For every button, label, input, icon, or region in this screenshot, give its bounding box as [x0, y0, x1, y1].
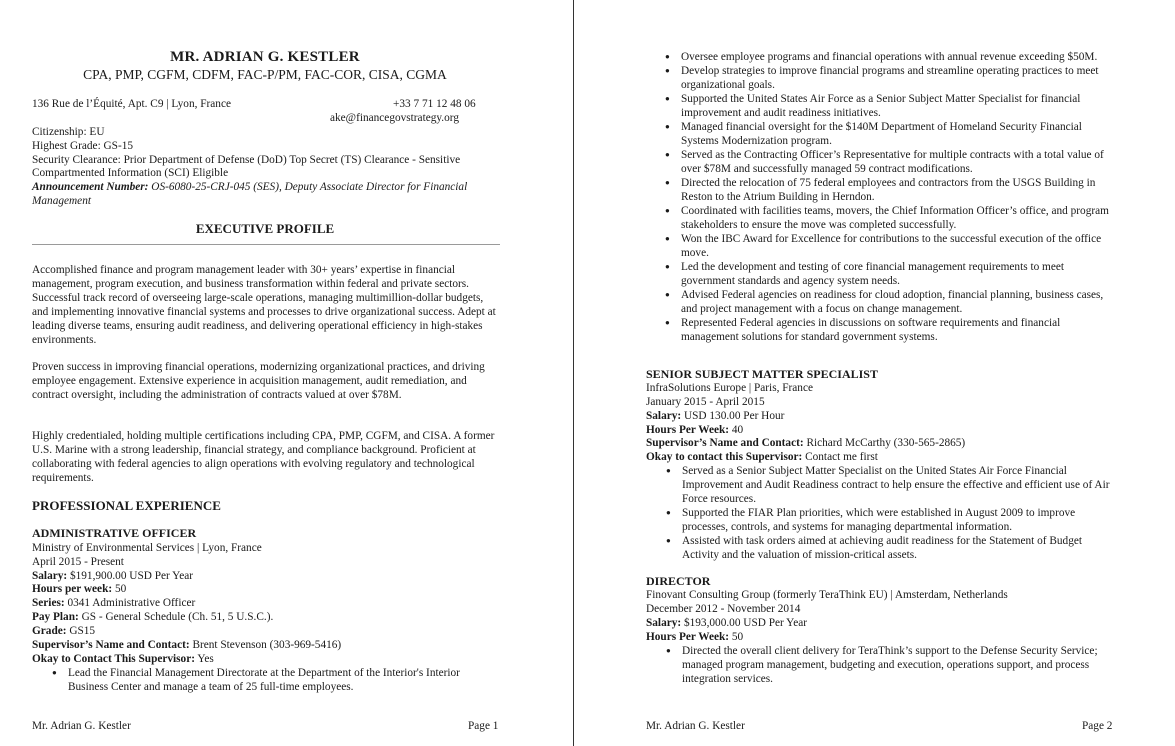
salary-value: USD 130.00 Per Hour — [681, 410, 785, 422]
job-grade — [32, 624, 95, 638]
bullet-item: ● Directed the relocation of 75 federal employees and contractors from the USGS Building in Reston to the Atrium Building in Herndon. — [645, 176, 1115, 204]
job-supervisor — [32, 638, 341, 652]
job-bullet-list — [646, 464, 1116, 562]
payplan-value: GS - General Schedule (Ch. 51, 5 U.S.C.). — [78, 611, 274, 623]
payplan-label: Pay Plan: — [32, 611, 79, 623]
job-title: SENIOR SUBJECT MATTER SPECIALIST — [646, 367, 878, 381]
job-payplan — [32, 610, 273, 624]
job-salary — [646, 616, 807, 630]
job-okay-to-contact — [32, 652, 214, 666]
job-hours — [646, 630, 743, 644]
okay-value: Contact me first — [802, 451, 878, 463]
job-organization: InfraSolutions Europe | Paris, France — [646, 382, 813, 394]
hours-value: 40 — [729, 424, 744, 436]
job-bullet-list — [646, 644, 1116, 686]
salary-label: Salary: — [646, 410, 682, 422]
footer-name: Mr. Adrian G. Kestler — [32, 720, 131, 732]
page-divider — [573, 0, 574, 746]
announcement-line-1 — [32, 180, 467, 194]
job-dates: December 2012 - November 2014 — [646, 603, 801, 615]
section-divider — [32, 244, 500, 245]
bullet-item: ● Supported the FIAR Plan priorities, which were established in August 2009 to improve processes, controls, and systems for managing departmental information. — [646, 506, 1116, 534]
bullet-item: ● Oversee employee programs and financial operations with annual revenue exceeding $50M. — [645, 50, 1115, 64]
supervisor-label: Supervisor’s Name and Contact: — [646, 437, 804, 449]
bullet-item: ● Advised Federal agencies on readiness for cloud adoption, financial planning, business cases, and project management with a focus on change management. — [645, 288, 1115, 316]
okay-label: Okay to Contact This Supervisor: — [32, 653, 195, 665]
footer-name: Mr. Adrian G. Kestler — [646, 720, 745, 732]
salary-label: Salary: — [32, 570, 68, 582]
salary-value: $191,900.00 USD Per Year — [67, 570, 193, 582]
job-title: DIRECTOR — [646, 574, 711, 588]
professional-experience-heading: PROFESSIONAL EXPERIENCE — [32, 498, 221, 513]
salary-label: Salary: — [646, 617, 682, 629]
grade-label: Grade: — [32, 625, 67, 637]
resume-page-2 — [575, 0, 1175, 746]
citizenship: Citizenship: EU — [32, 126, 105, 138]
clearance-line-1: Security Clearance: Prior Department of Defense (DoD) Top Secret (TS) Clearance - Sensitive — [32, 154, 461, 166]
job-bullet-list-continued — [645, 50, 1115, 344]
bullet-item: ● Supported the United States Air Force as a Senior Subject Matter Specialist for financial improvement and audit readiness initiatives. — [645, 92, 1115, 120]
executive-profile-heading: EXECUTIVE PROFILE — [195, 221, 335, 236]
supervisor-value: Richard McCarthy (330-565-2865) — [803, 437, 966, 449]
bullet-item: ● Represented Federal agencies in discussions on software requirements and financial management solutions for standard government systems. — [645, 316, 1115, 344]
bullet-item: ● Managed financial oversight for the $140M Department of Homeland Security Financial Systems Modernization program. — [645, 120, 1115, 148]
announcement-line-2: Management — [32, 195, 91, 207]
hours-label: Hours Per Week: — [646, 424, 730, 436]
grade-value: GS15 — [66, 625, 96, 637]
bullet-item: ● Won the IBC Award for Excellence for contributions to the successful execution of the office move. — [645, 232, 1115, 260]
credentials-line: CPA, PMP, CGFM, CDFM, FAC-P/PM, FAC-COR, CISA, CGMA — [83, 67, 447, 82]
bullet-item: ● Led the development and testing of core financial management requirements to meet government standards and agency system needs. — [645, 260, 1115, 288]
job-bullet-list — [32, 666, 492, 694]
highest-grade: Highest Grade: GS-15 — [32, 140, 134, 152]
job-dates: April 2015 - Present — [32, 556, 124, 568]
job-hours — [32, 582, 126, 596]
bullet-item: ● Develop strategies to improve financial programs and streamline operating practices to meet organizational goals. — [645, 64, 1115, 92]
job-title: ADMINISTRATIVE OFFICER — [32, 526, 197, 540]
okay-value: Yes — [194, 653, 214, 665]
supervisor-value: Brent Stevenson (303-969-5416) — [189, 639, 342, 651]
okay-label: Okay to contact this Supervisor: — [646, 451, 803, 463]
supervisor-label: Supervisor’s Name and Contact: — [32, 639, 190, 651]
clearance-line-2: Compartmented Information (SCI) Eligible — [32, 167, 229, 179]
profile-paragraph: Accomplished finance and program management leader with 30+ years’ expertise in financial management, program execution, and business transformation within federal and private sectors. Successful track record of overseeing large-scale operations, managing multimillion-dollar budgets, and implementing innovative financial systems and processes to drive organizational success. Adept at leading diverse teams, ensuring audit readiness, and delivering operational efficiency in high-stakes environments. — [32, 264, 496, 346]
announcement-value: OS-6080-25-CRJ-045 (SES), Deputy Associate Director for Financial — [151, 181, 468, 193]
resume-page-1 — [0, 0, 573, 746]
bullet-item: ● Lead the Financial Management Directorate at the Department of the Interior's Interior Business Center and manage a team of 25 full-time employees. — [32, 666, 492, 694]
hours-value: 50 — [729, 631, 744, 643]
address: 136 Rue de l’Équité, Apt. C9 | Lyon, France — [32, 98, 231, 110]
job-organization: Finovant Consulting Group (formerly TeraThink EU) | Amsterdam, Netherlands — [646, 589, 1008, 601]
hours-value: 50 — [112, 583, 127, 595]
job-salary — [646, 409, 784, 423]
job-hours — [646, 423, 743, 437]
bullet-item: ● Assisted with task orders aimed at achieving audit readiness for the Statement of Budget Activity and the valuation of mission-critical assets. — [646, 534, 1116, 562]
salary-value: $193,000.00 USD Per Year — [681, 617, 807, 629]
profile-paragraph: Proven success in improving financial operations, modernizing organizational practices, and driving employee engagement. Extensive experience in acquisition management, audit remediation, and contract oversight, including the administration of contracts valued at over $78M. — [32, 361, 485, 401]
bullet-item: ● Coordinated with facilities teams, movers, the Chief Information Officer’s office, and program stakeholders to ensure the move was completed successfully. — [645, 204, 1115, 232]
job-okay-to-contact — [646, 450, 878, 464]
announcement-label: Announcement Number: — [32, 181, 149, 193]
series-value: 0341 Administrative Officer — [64, 597, 196, 609]
email: ake@financegovstrategy.org — [330, 112, 459, 124]
footer-page-number: Page 2 — [1082, 720, 1113, 732]
footer-page-number: Page 1 — [468, 720, 499, 732]
job-dates: January 2015 - April 2015 — [646, 396, 765, 408]
candidate-name: MR. ADRIAN G. KESTLER — [170, 49, 360, 65]
job-series — [32, 596, 195, 610]
hours-label: Hours per week: — [32, 583, 113, 595]
phone: +33 7 71 12 48 06 — [393, 98, 476, 110]
bullet-item: ● Served as the Contracting Officer’s Representative for multiple contracts with a total value of over $78M and successfully managed 59 contract modifications. — [645, 148, 1115, 176]
bullet-item: ● Directed the overall client delivery for TeraThink’s support to the Defense Security Service; managed program management, budgeting and execution, operations support, and process integration services. — [646, 644, 1116, 686]
profile-paragraph: Highly credentialed, holding multiple certifications including CPA, PMP, CGFM, and CISA. A former U.S. Marine with a strong leadership, financial strategy, and compliance background. Proficient at collaborating with federal agencies to align operations with evolving regulatory and technological requirements. — [32, 430, 495, 484]
series-label: Series: — [32, 597, 65, 609]
hours-label: Hours Per Week: — [646, 631, 730, 643]
job-supervisor — [646, 436, 965, 450]
job-salary — [32, 569, 193, 583]
job-organization: Ministry of Environmental Services | Lyon, France — [32, 542, 262, 554]
bullet-item: ● Served as a Senior Subject Matter Specialist on the United States Air Force Financial Improvement and Audit Readiness contract to help ensure the effective and efficient use of Air Force resources. — [646, 464, 1116, 506]
